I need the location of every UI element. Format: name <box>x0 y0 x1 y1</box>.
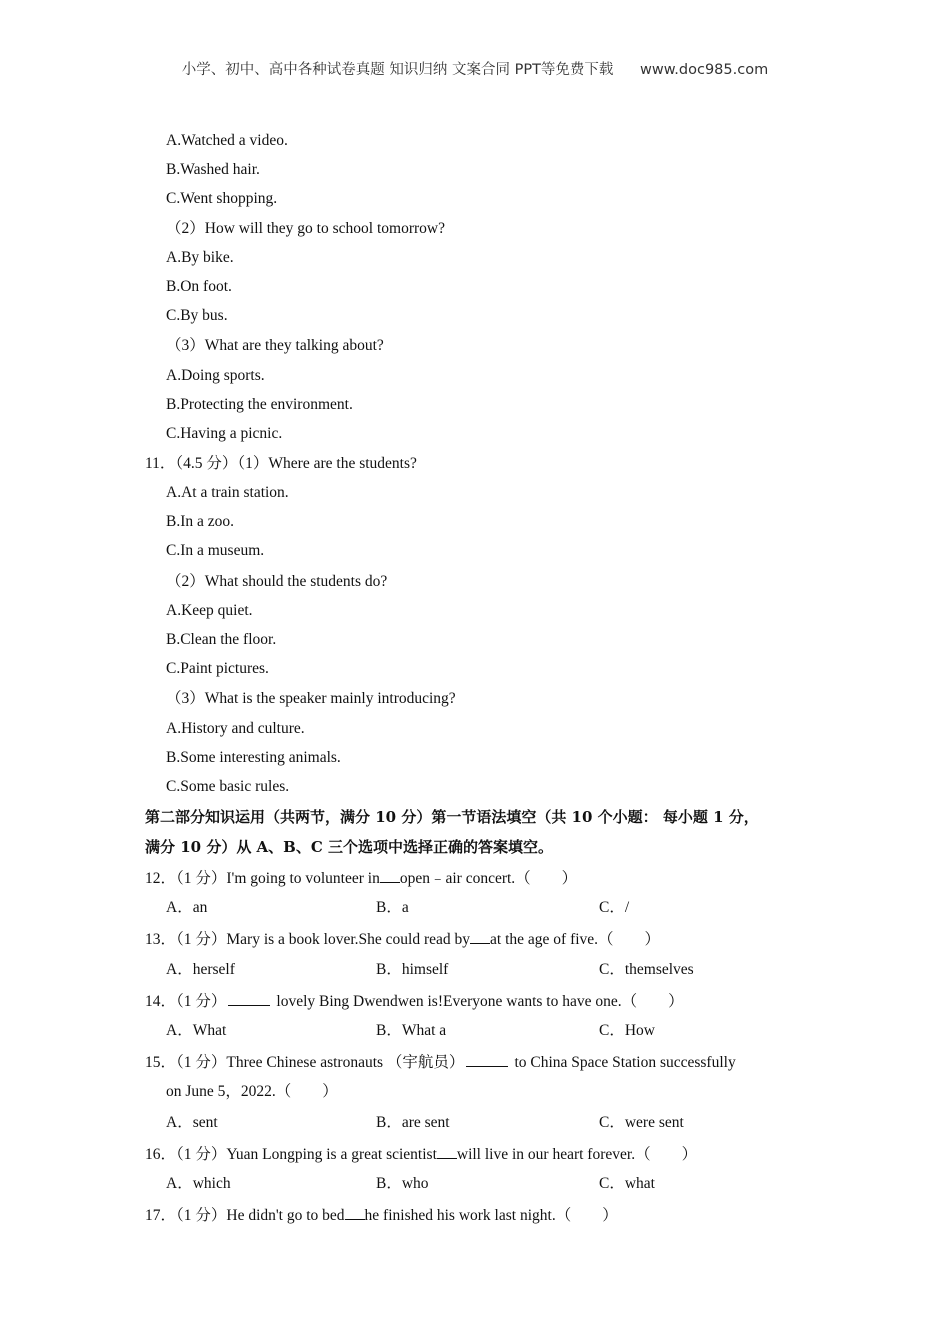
q16-option-c: C．what <box>599 1175 655 1192</box>
q11-3-option-c: C.Some basic rules. <box>166 778 290 795</box>
question-17 <box>145 1205 618 1226</box>
question-15 <box>145 1052 736 1073</box>
q14-blank <box>228 991 270 1006</box>
section2-heading-line1: 第二部分知识运用（共两节，满分 10 分）第一节语法填空（共 10 个小题： 每小题 1 分， <box>145 808 759 826</box>
q16-blank <box>437 1144 457 1159</box>
question-14 <box>145 991 684 1012</box>
q15-blank <box>466 1052 508 1067</box>
q11-1-option-b: B.In a zoo. <box>166 513 235 530</box>
q13-stem-start: 13．（1 分）Mary is a book lover.She could read by <box>145 931 471 948</box>
q13-stem-end: at the age of five.（ ） <box>490 931 661 948</box>
q15-option-c: C．were sent <box>599 1114 684 1131</box>
q11-3-option-b: B.Some interesting animals. <box>166 749 341 766</box>
q12-blank <box>380 868 400 883</box>
q11-2-option-b: B.Clean the floor. <box>166 631 277 648</box>
q14-stem-start: 14．（1 分） <box>145 993 227 1010</box>
q15-stem-start: 15．（1 分）Three Chinese astronauts （宇航员） <box>145 1054 465 1071</box>
page-header <box>0 58 950 79</box>
q11-heading: 11．（4.5 分）（1）Where are the students? <box>145 455 417 472</box>
q10-1-option-b: B.Washed hair. <box>166 161 260 178</box>
q11-1-option-c: C.In a museum. <box>166 542 265 559</box>
q10-sub-question-3: （3）What are they talking about? <box>166 337 384 354</box>
q10-1-option-a: A.Watched a video. <box>166 132 288 149</box>
header-site-link[interactable]: www.doc985.com <box>640 62 769 78</box>
q12-stem-start: 12．（1 分）I'm going to volunteer in <box>145 870 380 887</box>
q10-3-option-c: C.Having a picnic. <box>166 425 283 442</box>
q14-stem-end: lovely Bing Dwendwen is!Everyone wants to have one.（ ） <box>276 993 684 1010</box>
q11-sub-question-2: （2）What should the students do? <box>166 573 388 590</box>
question-13 <box>145 929 660 950</box>
q17-stem-start: 17．（1 分）He didn't go to bed <box>145 1207 345 1224</box>
q10-1-option-c: C.Went shopping. <box>166 190 278 207</box>
q11-3-option-a: A.History and culture. <box>166 720 305 737</box>
q15-option-a: A．sent <box>166 1114 218 1131</box>
q10-2-option-c: C.By bus. <box>166 307 228 324</box>
q15-stem-continuation: on June 5，2022.（ ） <box>166 1083 338 1100</box>
section2-heading-line2: 满分 10 分）从 A、B、C 三个选项中选择正确的答案填空。 <box>145 838 554 856</box>
q17-blank <box>345 1205 365 1220</box>
q11-2-option-a: A.Keep quiet. <box>166 602 253 619</box>
q13-option-c: C．themselves <box>599 961 694 978</box>
q13-option-b: B．himself <box>376 961 449 978</box>
q14-option-c: C．How <box>599 1022 655 1039</box>
q11-1-option-a: A.At a train station. <box>166 484 289 501</box>
q13-blank <box>470 929 490 944</box>
q10-2-option-a: A.By bike. <box>166 249 234 266</box>
q16-option-a: A．which <box>166 1175 231 1192</box>
q11-sub-question-3: （3）What is the speaker mainly introducing? <box>166 690 456 707</box>
q14-option-a: A．What <box>166 1022 227 1039</box>
question-12 <box>145 868 577 889</box>
q12-option-b: B．a <box>376 899 409 916</box>
q16-option-b: B．who <box>376 1175 429 1192</box>
q13-option-a: A．herself <box>166 961 235 978</box>
q16-stem-start: 16．（1 分）Yuan Longping is a great scientist <box>145 1146 437 1163</box>
q16-stem-end: will live in our heart forever.（ ） <box>456 1146 698 1163</box>
q11-2-option-c: C.Paint pictures. <box>166 660 269 677</box>
q10-2-option-b: B.On foot. <box>166 278 232 295</box>
q15-stem-end: to China Space Station successfully <box>514 1054 736 1071</box>
header-text: 小学、初中、高中各种试卷真题 知识归纳 文案合同 PPT等免费下载 <box>181 62 614 78</box>
q15-option-b: B．are sent <box>376 1114 450 1131</box>
q14-option-b: B．What a <box>376 1022 447 1039</box>
q17-stem-end: he finished his work last night.（ ） <box>364 1207 618 1224</box>
q10-sub-question-2: （2）How will they go to school tomorrow? <box>166 220 445 237</box>
q12-option-a: A．an <box>166 899 208 916</box>
q12-stem-end: open﹣air concert.（ ） <box>399 870 578 887</box>
q10-3-option-b: B.Protecting the environment. <box>166 396 353 413</box>
q10-3-option-a: A.Doing sports. <box>166 367 265 384</box>
q12-option-c: C．/ <box>599 899 630 916</box>
question-16 <box>145 1144 697 1165</box>
